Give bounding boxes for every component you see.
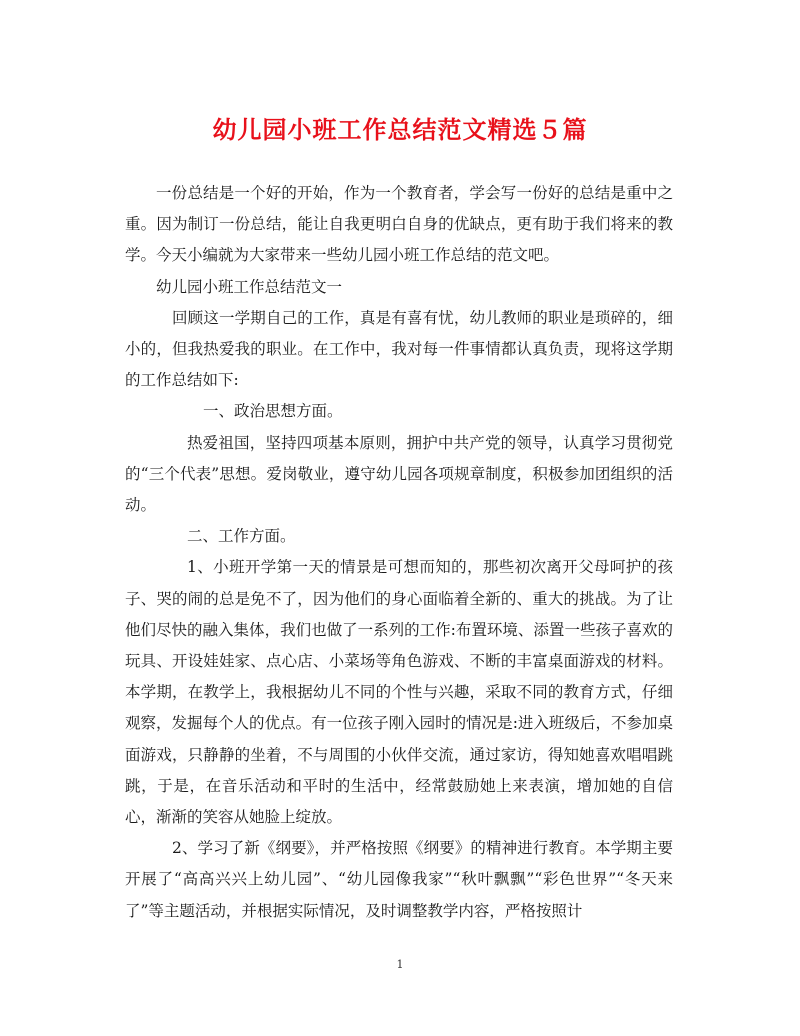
- work-item-2-paragraph: 2、学习了新《纲要》，并严格按照《纲要》的精神进行教育。本学期主要开展了“高高兴兴上幼儿园”、“幼儿园像我家”“秋叶飘飘”“彩色世界”“冬天来了”等主题活动，并根据实际情况，及时调整教学内容，严格按照计: [125, 839, 673, 920]
- politics-paragraph: 热爱祖国，坚持四项基本原则，拥护中共产党的领导，认真学习贯彻党的“三个代表”思想。爱岗敬业，遵守幼儿园各项规章制度，积极参加团组织的活动。: [125, 433, 673, 515]
- review-paragraph: 回顾这一学期自己的工作，真是有喜有忧，幼儿教师的职业是琐碎的，细小的，但我热爱我的职业。在工作中，我对每一件事情都认真负责，现将这学期的工作总结如下:: [125, 308, 673, 390]
- section-heading-politics: 一、政治思想方面。: [203, 402, 343, 421]
- section-heading-work: 二、工作方面。: [187, 527, 296, 546]
- work-item-1-paragraph: 1、小班开学第一天的情景是可想而知的，那些初次离开父母呵护的孩子、哭的闹的总是免不了，因为他们的身心面临着全新的、重大的挑战。为了让他们尽快的融入集体，我们也做了一系列的工作:布置环境、添置一些孩子喜欢的玩具、开设娃娃家、点心店、小菜场等角色游戏、不断的丰富桌面游戏的材料。本学期，在教学上，我根据幼儿不同的个性与兴趣，采取不同的教育方式，仔细观察，发掘每个人的优点。有一位孩子刚入园时的情况是:进入班级后，不参加桌面游戏，只静静的坐着，不与周围的小伙伴交流，通过家访，得知她喜欢唱唱跳跳，于是，在音乐活动和平时的生活中，经常鼓励她上来表演，增加她的自信心，渐渐的笑容从她脸上绽放。: [125, 558, 673, 827]
- sample-heading: 幼儿园小班工作总结范文一: [156, 277, 343, 296]
- intro-paragraph: 一份总结是一个好的开始，作为一个教育者，学会写一份好的总结是重中之重。因为制订一份总结，能让自我更明白自身的优缺点，更有助于我们将来的教学。今天小编就为大家带来一些幼儿园小班工作总结的范文吧。: [125, 184, 673, 265]
- document-body: [125, 178, 673, 927]
- document-title: 幼儿园小班工作总结范文精选５篇: [212, 115, 588, 144]
- page-number: 1: [396, 958, 404, 971]
